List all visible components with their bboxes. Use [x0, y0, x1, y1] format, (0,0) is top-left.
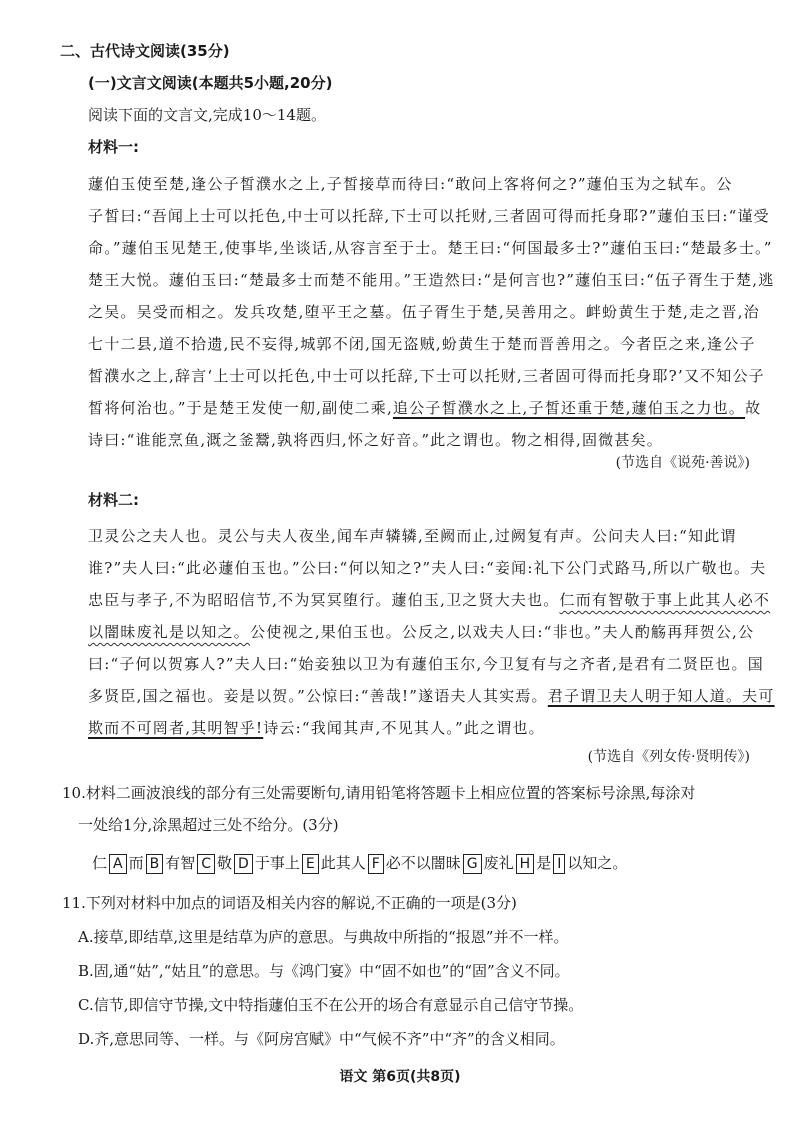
material1-line: 皙濮水之上,辞言‘上士可以托色,中士可以托辞,下士可以托财,三者固可得而托身耶?’又不知公子: [88, 367, 765, 385]
answer-box-D[interactable]: D: [234, 854, 253, 874]
material2-line7-tail: 此之谓也。: [463, 719, 545, 737]
material1-source: (节选自《说苑·善说》): [615, 455, 750, 471]
material1-line8-tail: 故: [745, 399, 762, 417]
answer-box-F[interactable]: F: [368, 854, 384, 874]
material2-line6-head: 多贤臣,国之福也。妾是以贺。”公惊曰:“善哉!”遂语夫人其实焉。: [88, 687, 548, 705]
material2-line: [88, 680, 775, 712]
answer-box-A[interactable]: A: [109, 854, 127, 874]
material2-line: 谁?”夫人曰:“此必蘧伯玉也。”公曰:“何以知之?”夫人曰:“妾闻:礼下公门式路马,所以广敬也。夫: [88, 559, 767, 577]
seg-text: 于事上: [254, 854, 300, 872]
material2-text: [88, 520, 775, 744]
material1-line: 诗曰:“谁能烹鱼,溉之釜鬵,孰将西归,怀之好音。”此之谓也。物之相得,固微甚矣。: [88, 431, 663, 449]
seg-text: 废礼: [483, 854, 514, 872]
option-A[interactable]: A.接草,即结草,这里是结草为庐的意思。与典故中所指的“报恩”并不一样。: [78, 928, 569, 946]
material2-line: [88, 584, 775, 616]
material1-line: 之吴。吴受而相之。发兵攻楚,堕平王之墓。伍子胥生于楚,吴善用之。衅蚡黄生于楚,走之晋,治: [88, 303, 760, 321]
seg-text: 此其人: [320, 854, 366, 872]
material2-underlined-part1: 君子谓卫夫人明于知人道。夫可: [547, 687, 775, 705]
question-10-stem-cont: 一处给1分,涂黑超过三处不给分。(3分): [78, 816, 339, 834]
material1-underlined-sentence: 追公子皙濮水之上,子皙还重于楚,蘧伯玉之力也。: [392, 399, 746, 417]
question-11-stem: 11.下列对材料中加点的词语及相关内容的解说,不正确的一项是(3分): [62, 894, 517, 912]
material2-line: 曰:“子何以贺寡人?”夫人曰:“始妾独以卫为有蘧伯玉尔,今卫复有与之齐者,是君有二贤臣也。国: [88, 655, 764, 673]
wavy-line-part2: 以闇昧废礼是以知之。: [88, 623, 251, 641]
material1-line8-head: 皙将何治也。”于是楚王发使一舠,副使二乘,: [88, 399, 393, 417]
material1-text: [88, 168, 774, 456]
material2-label: 材料二:: [88, 491, 139, 509]
material2-line7-mid: 诗云:“我闻其声,不见其人。”: [263, 719, 464, 737]
seg-text: 敬: [217, 854, 233, 872]
material2-line: [88, 712, 775, 744]
option-B[interactable]: B.固,通“姑”,“姑且”的意思。与《鸿门宴》中“固不如也”的“固”含义不同。: [78, 962, 570, 980]
seg-text: 必不以闇昧: [385, 854, 461, 872]
subsection-title: (一)文言文阅读(本题共5小题,20分): [88, 74, 333, 92]
page-footer: 语文 第6页(共8页): [339, 1069, 461, 1085]
section-title: 二、古代诗文阅读(35分): [60, 42, 230, 60]
answer-box-C[interactable]: C: [197, 854, 215, 874]
material1-line: [88, 392, 774, 424]
seg-text: 有智: [165, 854, 196, 872]
option-D[interactable]: D.齐,意思同等、一样。与《阿房宫赋》中“气候不齐”中“齐”的含义相同。: [78, 1030, 565, 1048]
material1-line: 蘧伯玉使至楚,逢公子皙濮水之上,子皙接草而待曰:“敢问上客将何之?”蘧伯玉为之轼车。公: [88, 175, 733, 193]
material1-label: 材料一:: [88, 138, 139, 156]
seg-text: 而: [128, 854, 144, 872]
material1-line: 七十二县,道不拾遗,民不妄得,城郭不闭,国无盗贼,蚡黄生于楚而晋善用之。今者臣之来,逢公子: [88, 335, 756, 353]
seg-text: 以知之。: [567, 854, 628, 872]
instruction: 阅读下面的文言文,完成10～14题。: [88, 106, 326, 124]
option-C[interactable]: C.信节,即信守节操,文中特指蘧伯玉不在公开的场合有意显示自己信守节操。: [78, 996, 584, 1014]
question-10-stem: 10.材料二画波浪线的部分有三处需要断句,请用铅笔将答题卡上相应位置的答案标号涂黑,每涂对: [62, 784, 696, 802]
answer-box-G[interactable]: G: [463, 854, 482, 874]
material2-line: [88, 616, 775, 648]
material2-line4-tail: 公使视之,果伯玉也。公反之,以戏夫人曰:“非也。”夫人酌觞再拜贺公,公: [250, 623, 755, 641]
wavy-line-part1: 仁而有智敬于事上此其人必不: [559, 591, 771, 609]
material1-line: 楚王大悦。蘧伯玉曰:“楚最多士而楚不能用。”王造然曰:“是何言也?”蘧伯玉曰:“伍子胥生于楚,逃: [88, 271, 775, 289]
seg-text: 是: [536, 854, 552, 872]
answer-box-B[interactable]: B: [146, 854, 164, 874]
material1-line: 子皙曰:“吾闻上士可以托色,中士可以托辞,下士可以托财,三者固可得而托身耶?”蘧伯玉曰:“谨受: [88, 207, 770, 225]
material2-underlined-part2: 欺而不可罔者,其明智乎!: [88, 719, 264, 737]
answer-box-E[interactable]: E: [302, 854, 319, 874]
material2-line3-head: 忠臣与孝子,不为昭昭信节,不为冥冥堕行。蘧伯玉,卫之贤大夫也。: [88, 591, 560, 609]
material1-line: 命。”蘧伯玉见楚王,使事毕,坐谈话,从容言至于士。楚王曰:“何国最多士?”蘧伯玉曰:“楚最多士。”: [88, 239, 773, 257]
answer-box-I[interactable]: I: [553, 854, 565, 874]
seg-text: 仁: [92, 854, 108, 872]
material2-line: 卫灵公之夫人也。灵公与夫人夜坐,闻车声辚辚,至阙而止,过阙复有声。公问夫人曰:“知此谓: [88, 527, 737, 545]
material2-source: (节选自《列女传·贤明传》): [587, 749, 750, 765]
question-10-sentence: [92, 852, 627, 874]
answer-box-H[interactable]: H: [516, 854, 535, 874]
